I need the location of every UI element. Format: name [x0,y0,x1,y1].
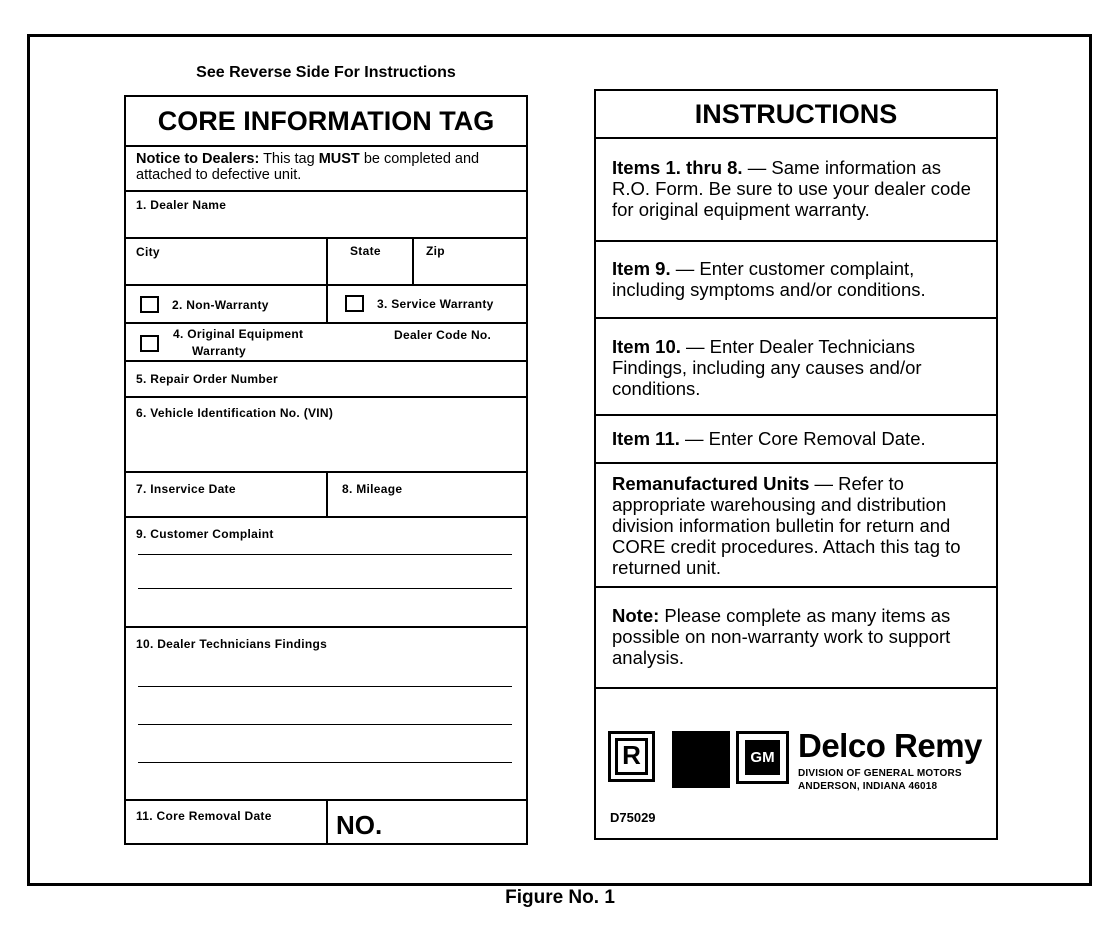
instruction-bold: Remanufactured Units [612,473,810,494]
divider [326,473,328,516]
core-removal-row [126,801,526,843]
write-line [138,588,512,589]
vin-field[interactable] [126,398,526,473]
instruction-remanufactured-units [596,464,996,588]
notice-text-before: This tag [263,151,315,167]
technician-findings-label: 10. Dealer Technicians Findings [136,637,328,651]
gm-logo [736,731,789,784]
brand-division-line1: DIVISION OF GENERAL MOTORS [798,768,962,779]
core-information-tag [124,95,528,845]
instruction-item-10 [596,319,996,416]
core-removal-date-label[interactable]: 11. Core Removal Date [136,809,272,823]
write-line [138,686,512,687]
dealer-name-field[interactable] [126,192,526,239]
instruction-item-9 [596,242,996,319]
brand-division-line2: ANDERSON, INDIANA 46018 [798,781,938,792]
delco-remy-logo [608,731,655,782]
technician-findings-field[interactable] [126,628,526,801]
notice-text-after: be completed and attached to defective unit. [136,151,480,183]
instruction-text: Please complete as many items as possible on non-warranty work to support analysis. [612,605,951,668]
dealer-code-label: Dealer Code No. [394,328,492,342]
brand-division [798,767,962,793]
black-block-logo [672,731,730,788]
instruction-text: — Refer to appropriate warehousing and distribution division information bulletin for return and CORE credit procedures. Attach this tag to returned unit. [612,473,961,578]
inservice-date-label: 7. Inservice Date [136,482,236,496]
zip-label: Zip [426,244,445,258]
instruction-text: — Enter customer complaint, including symptoms and/or conditions. [612,258,926,300]
dealer-name-label: 1. Dealer Name [136,198,227,212]
vin-label: 6. Vehicle Identification No. (VIN) [136,406,334,420]
instruction-text: — Enter Core Removal Date. [679,428,926,449]
write-line [138,724,512,725]
instructions-panel [594,89,998,840]
brand-name: Delco Remy [798,727,982,764]
customer-complaint-label: 9. Customer Complaint [136,527,274,541]
instruction-text: — Enter Dealer Technicians Findings, including any causes and/or conditions. [612,336,922,399]
divider [326,286,328,322]
divider [326,801,328,843]
service-warranty-label: 3. Service Warranty [377,297,494,311]
original-equipment-label-line2: Warranty [192,344,246,358]
tag-title: CORE INFORMATION TAG [126,97,526,147]
service-warranty-checkbox[interactable] [345,295,364,312]
customer-complaint-field[interactable] [126,518,526,628]
gm-logo-mark: GM [745,740,780,775]
delco-remy-logo-mark: R [615,738,648,775]
instruction-items-1-8 [596,139,996,242]
figure-caption: Figure No. 1 [505,887,615,908]
instruction-bold: Item 11. [612,428,680,449]
repair-order-field[interactable] [126,362,526,398]
divider [412,239,414,284]
non-warranty-checkbox[interactable] [140,296,159,313]
city-state-zip-row [126,239,526,286]
instruction-note [596,588,996,689]
notice-label: Notice to Dealers: [136,151,260,167]
date-mileage-row [126,473,526,518]
non-warranty-label: 2. Non-Warranty [172,298,269,312]
warranty-type-row [126,286,526,324]
header-note: See Reverse Side For Instructions [196,64,456,81]
notice-to-dealers [126,147,526,192]
write-line [138,554,512,555]
city-label: City [136,245,160,259]
instruction-bold: Note: [612,605,660,626]
original-equipment-row [126,324,526,362]
instruction-bold: Item 9. [612,258,671,279]
repair-order-label: 5. Repair Order Number [136,372,278,386]
original-equipment-checkbox[interactable] [140,335,159,352]
form-code: D75029 [610,810,656,825]
original-equipment-label: 4. Original Equipment [173,327,304,341]
instruction-bold: Items 1. thru 8. [612,157,743,178]
instructions-title: INSTRUCTIONS [596,91,996,139]
instruction-text: — Same information as R.O. Form. Be sure to use your dealer code for original equipment warranty. [612,157,971,220]
instruction-item-11 [596,416,996,464]
state-label: State [350,244,381,258]
write-line [138,762,512,763]
mileage-label: 8. Mileage [342,482,403,496]
notice-emphasis: MUST [318,151,360,167]
instruction-bold: Item 10. [612,336,681,357]
tag-number-label: NO. [336,810,383,840]
divider [326,239,328,284]
